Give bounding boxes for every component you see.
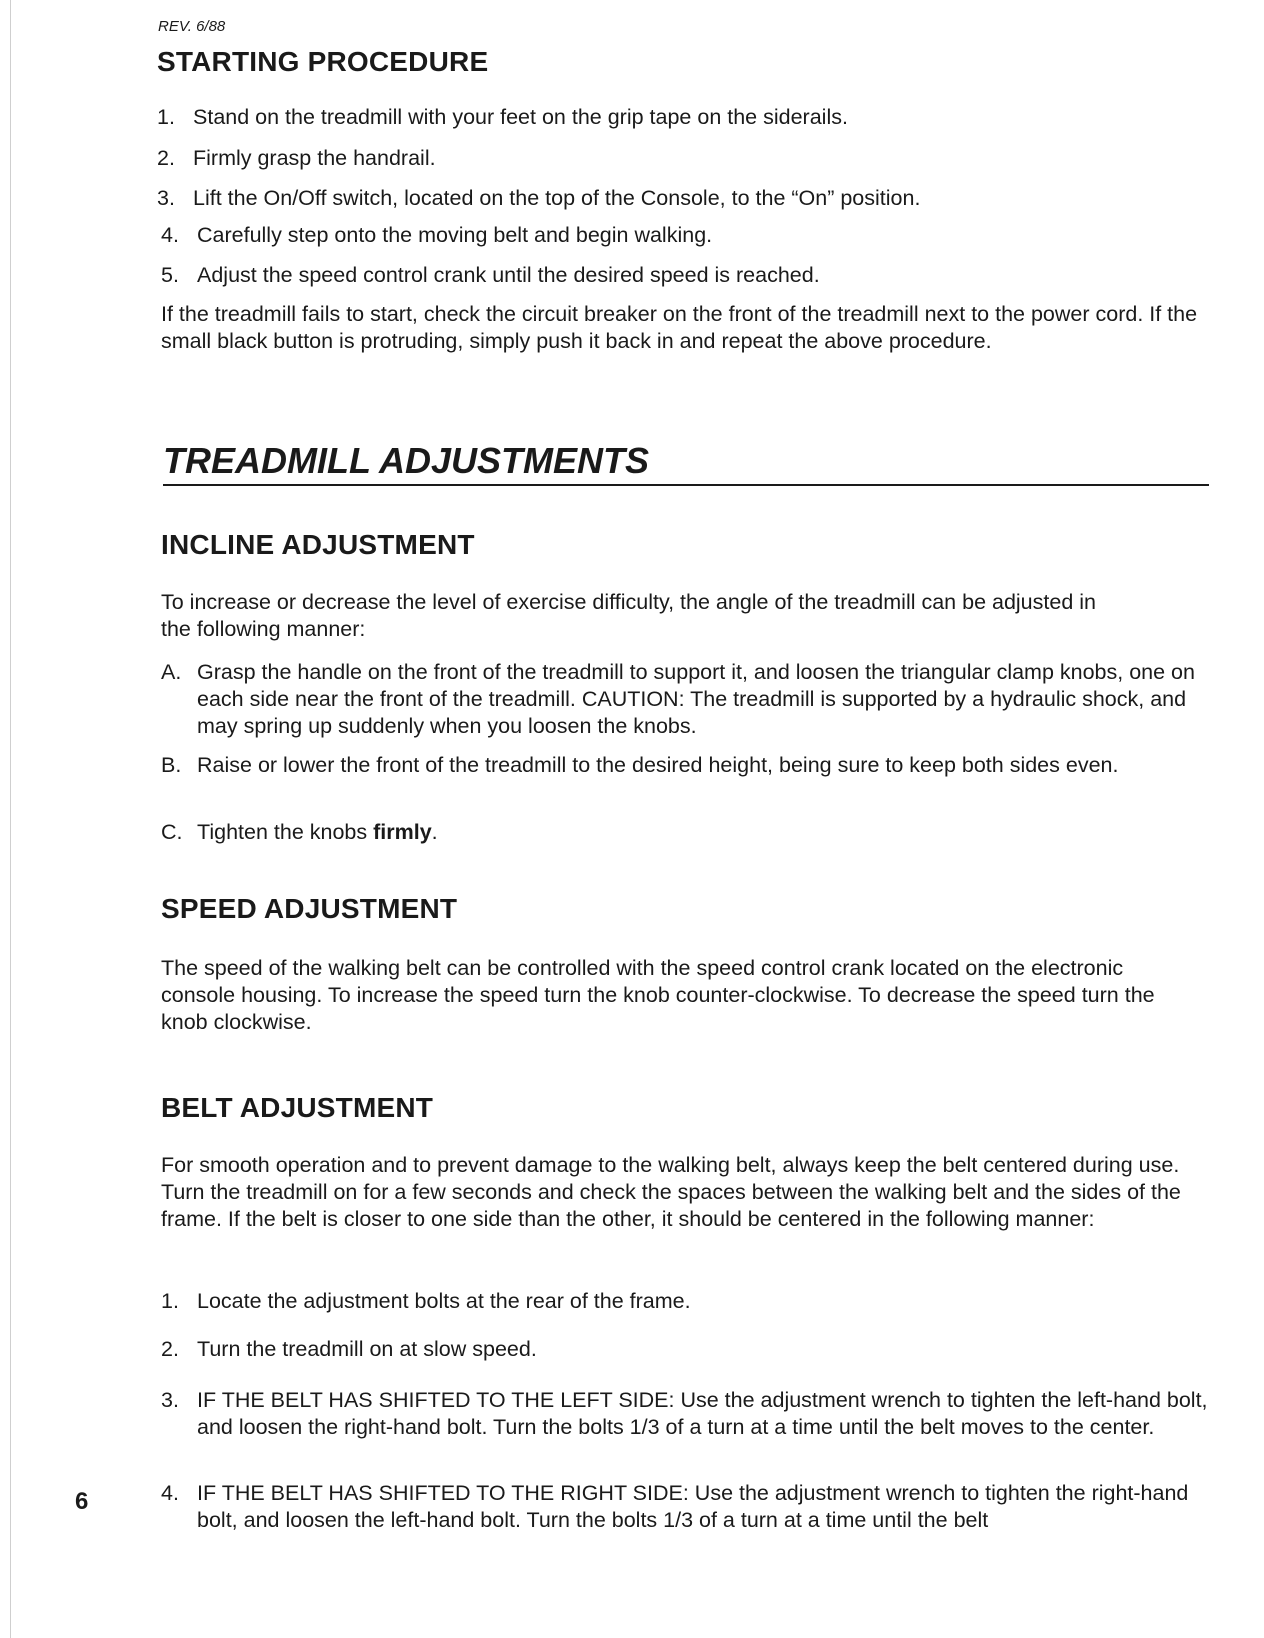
starting-note: If the treadmill fails to start, check the circuit breaker on the front of the treadmill next to the power cord. If the small black button is protruding, simply push it back in and repeat the above procedure. — [161, 302, 1198, 353]
starting-procedure-heading: STARTING PROCEDURE — [157, 46, 489, 77]
speed-adjustment-heading: SPEED ADJUSTMENT — [161, 893, 458, 924]
treadmill-adjustments-heading: TREADMILL ADJUSTMENTS — [163, 440, 1209, 486]
speed-text: The speed of the walking belt can be controlled with the speed control crank located on the electronic console housing. To increase the speed turn the knob counter-clockwise. To decrease the speed turn the knob clockwise. — [161, 956, 1155, 1034]
belt-intro: For smooth operation and to prevent damage to the walking belt, always keep the belt centered during use. Turn the treadmill on for a few seconds and check the spaces between the walking belt and the sides of the frame. If the belt is closer to one side than the other, it should be centered in the following manner: — [161, 1153, 1181, 1231]
emphasis-firmly: firmly — [373, 820, 432, 844]
manual-page: REV. 6/88 STARTING PROCEDURE 1. Stand on the treadmill with your feet on the grip tape on the siderails. 2. Firmly grasp the handrail. 3. Lift the On/Off switch, located on the top of the Console, to the “On” position. 4. Carefully step onto the moving belt and begin walking. 5. Adjust the speed control crank until the desired speed is reached. If the treadmill fails to start, check the circuit breaker on the front of the treadmill next to the power cord. If the small black button is protruding, simply push it back in and repeat the above procedure. TREADMILL ADJUSTMENTS INCLINE ADJUSTMENT To increase or decrease the level of exercise difficulty, the angle of the treadmill can be adjusted in the following manner: A. Grasp the handle on the front of the treadmill to support it, and loosen the triangular clamp knobs, one on each side near the front of the treadmill. CAUTION: The treadmill is supported by a hydraulic shock, and may spring up suddenly when you loosen the knobs. B. Raise or lower the front of the treadmill to the desired height, being sure to keep both sides even. C. Tighten the knobs firmly. SPEED ADJUSTMENT The speed of the walking belt can be controlled with the speed control crank located on the electronic console housing. To increase the speed turn the knob counter-clockwise. To decrease the speed turn the knob clockwise. BELT ADJUSTMENT For smooth operation and to prevent damage to the walking belt, always keep the belt centered during use. Turn the treadmill on for a few seconds and check the spaces between the walking belt and the sides of the frame. If the belt is closer to one side than the other, it should be centered in the following manner: 1. Locate the adjustment bolts at the rear of the frame. 2. Turn the treadmill on at slow speed. 3. IF THE BELT HAS SHIFTED TO THE LEFT SIDE: Use the adjustment wrench to tighten the left-hand bolt, and loosen the right-hand bolt. Turn the bolts 1/3 of a turn at a time until the belt moves to the center. 4. IF THE BELT HAS SHIFTED TO THE RIGHT SIDE: Use the adjustment wrench to tighten the right-hand bolt, and loosen the left-hand bolt. Turn the bolts 1/3 of a turn at a time until the belt 6 — [0, 0, 1264, 1638]
revision-label: REV. 6/88 — [158, 18, 226, 35]
incline-adjustment-heading: INCLINE ADJUSTMENT — [161, 529, 475, 560]
incline-intro: To increase or decrease the level of exercise difficulty, the angle of the treadmill can be adjusted in the following manner: — [161, 590, 1096, 641]
belt-adjustment-heading: BELT ADJUSTMENT — [161, 1092, 434, 1123]
page-number: 6 — [75, 1488, 89, 1515]
page-edge-line — [10, 0, 11, 1638]
